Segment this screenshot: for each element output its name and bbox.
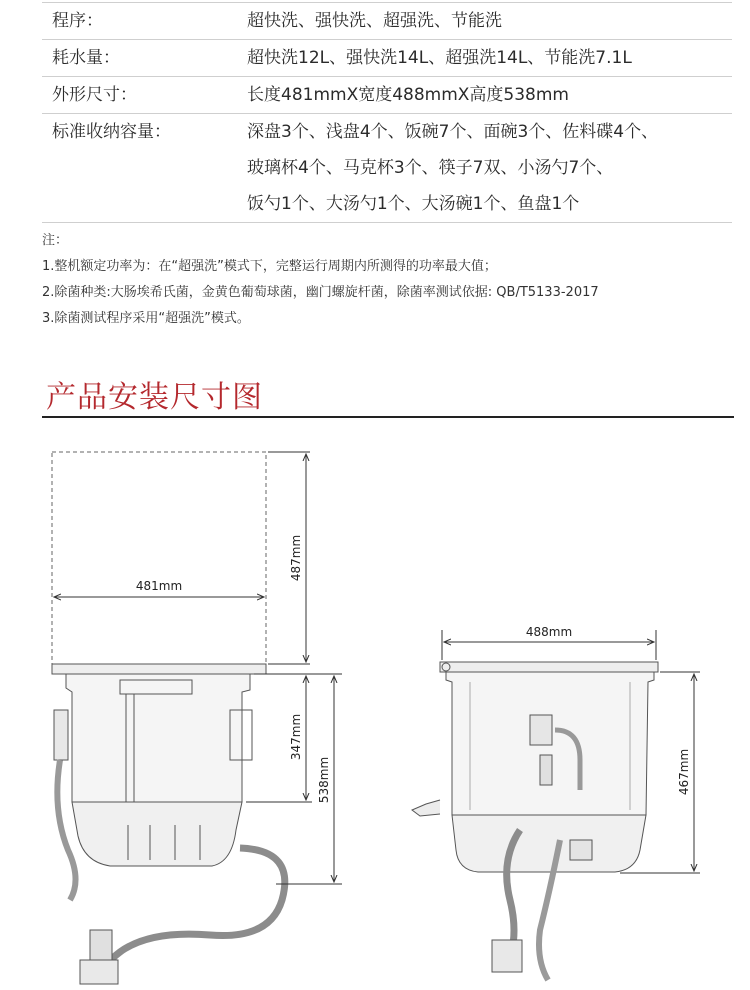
notes xyxy=(42,228,742,332)
total-height-label: 538mm xyxy=(317,756,331,804)
spec-label: 标准收纳容量： xyxy=(52,122,171,142)
side-view xyxy=(412,662,658,980)
notes-heading: 注： xyxy=(42,233,69,248)
side-height-label: 467mm xyxy=(677,748,691,796)
spec-table xyxy=(42,0,732,223)
body-height-label: 347mm xyxy=(289,713,303,761)
note-item: 2.除菌种类:大肠埃希氏菌，金黄色葡萄球菌，幽门螺旋杆菌，除菌率测试依据: QB/T5133-2017 xyxy=(42,285,599,300)
spec-label: 外形尺寸： xyxy=(52,85,137,105)
cabinet-height-label: 487mm xyxy=(289,534,303,582)
spec-row-water xyxy=(42,40,732,77)
spec-value-line: 玻璃杯4个、马克杯3个、筷子7双、小汤勺7个、 xyxy=(247,158,614,178)
section-title: 产品安装尺寸图 xyxy=(46,380,263,415)
front-view xyxy=(52,452,285,984)
spec-value xyxy=(247,114,732,222)
spec-value xyxy=(247,77,732,113)
spec-value xyxy=(247,40,732,76)
spec-value xyxy=(247,3,732,39)
spec-value-line: 超快洗12L、强快洗14L、超强洗14L、节能洗7.1L xyxy=(247,48,632,68)
installation-diagram xyxy=(0,430,750,990)
spec-row-capacity xyxy=(42,114,732,223)
side-width-label: 488mm xyxy=(525,625,573,639)
section-divider xyxy=(42,416,734,418)
spec-value-line: 深盘3个、浅盘4个、饭碗7个、面碗3个、佐料碟4个、 xyxy=(247,122,659,142)
spec-label: 程序： xyxy=(52,11,103,31)
front-width-label: 481mm xyxy=(135,579,183,593)
spec-value-line: 长度481mmX宽度488mmX高度538mm xyxy=(247,85,569,105)
spec-value-line: 饭勺1个、大汤勺1个、大汤碗1个、鱼盘1个 xyxy=(247,194,580,214)
spec-row-size xyxy=(42,77,732,114)
spec-value-line: 超快洗、强快洗、超强洗、节能洗 xyxy=(247,11,502,31)
spec-row-program xyxy=(42,2,732,40)
note-item: 3.除菌测试程序采用“超强洗”模式。 xyxy=(42,311,250,326)
spec-label: 耗水量： xyxy=(52,48,120,68)
note-item: 1.整机额定功率为：在“超强洗”模式下，完整运行周期内所测得的功率最大值； xyxy=(42,259,497,274)
